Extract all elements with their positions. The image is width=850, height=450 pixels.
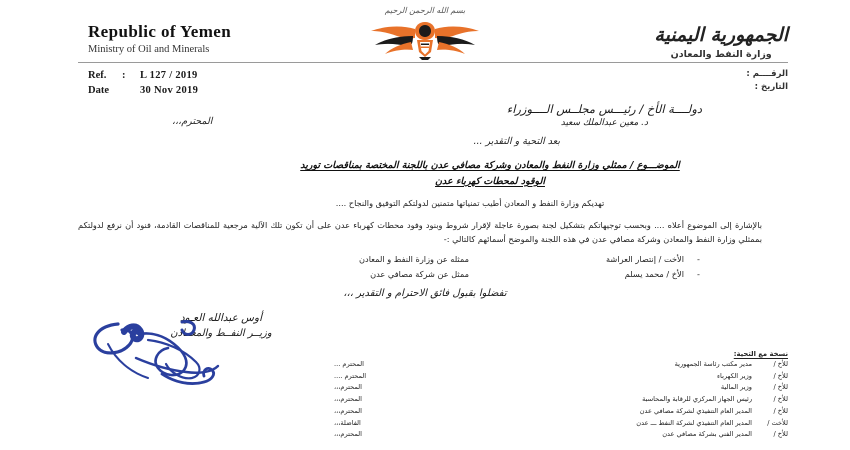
table-row [310, 382, 840, 394]
english-title: Republic of Yemen [88, 22, 232, 41]
date-row [88, 83, 198, 98]
ref-label: Ref. [88, 70, 107, 81]
basmala-text: بسم الله الرحمن الرحيم [384, 6, 466, 15]
cc-recipient-name: مدير مكتب رئاسة الجمهورية [674, 360, 752, 368]
cc-recipient-prefix: للأخت / [767, 418, 788, 427]
cc-recipient-name: وزير المالية [720, 383, 752, 392]
table-row [310, 359, 840, 371]
arabic-title: الجمهورية اليمنية [654, 24, 788, 46]
cc-recipient-prefix: للأخ / [773, 383, 788, 392]
body-main-paragraph: بالإشارة إلى الموضوع أعلاه .... وبحسب توجيهاتكم بتشكيل لجنة بصورة عاجلة لإقرار شروط وبنود وفود محطات كهرباء عدن على أن تكون تلك الآلية مرجعية للمناقصات القادمة، فنود أن نرفع لدولتكم بممثلي وزارة النفط والمعادن وشركة مصافي عدن في هذه اللجنة والموضح أسمائهم كالتالي :- [78, 220, 762, 245]
subject-line [190, 158, 790, 189]
member-name: الأخت / إنتصار العراشة [606, 254, 684, 264]
cc-recipient-name: وزير الكهرباء [716, 371, 752, 380]
member-name: الأخ / محمد يسلم [624, 269, 684, 280]
cc-honorific: المحترم،،، [334, 383, 363, 392]
cc-honorific: المحترم،،، [334, 406, 363, 415]
reference-block [88, 68, 198, 98]
cc-recipient-prefix: للأخ / [773, 360, 788, 368]
bullet-dash: - [697, 269, 700, 280]
signatory-title: وزيــر النفــط والمعــادن [170, 328, 272, 339]
signatory-name: أوس عبدالله العـود [179, 312, 262, 324]
list-item [150, 267, 700, 282]
member-role: ممثله عن وزارة النفط و المعادن [359, 254, 469, 264]
english-subtitle: Ministry of Oil and Minerals [88, 44, 210, 55]
addressee-line-1: دولــــة الأخ / رئيـــس مجلــس الــــوزراء [506, 102, 702, 116]
cc-honorific: المحترم .... [334, 371, 367, 380]
cc-recipient-name: المدير الفني بشركة مصافي عدن [662, 430, 752, 439]
cc-recipient-prefix: للأخ / [773, 406, 788, 415]
cc-recipient-name: المدير العام التنفيذي لشركة مصافي عدن [639, 406, 752, 415]
table-row [310, 371, 840, 383]
cc-recipient-name: رئيس الجهاز المركزي للرقابة والمحاسبة [642, 395, 752, 404]
bullet-dash: - [697, 254, 700, 264]
arabic-reference-block [746, 68, 788, 94]
arabic-ref-label: الرقــــم : [746, 69, 788, 79]
body-greeting-paragraph: تهديكم وزارة النفط و المعادن أطيب تمنياتها متمنين لدولتكم التوفيق والنجاح .... [335, 198, 605, 208]
header-divider [78, 62, 788, 63]
addressee-line-2: د. معين عبدالملك سعيد [560, 118, 649, 128]
salutation: بعد التحية و التقدير ... [473, 136, 560, 147]
subject-text-line-2: الوقود لمحطات كهرباء عدن [435, 175, 545, 187]
ref-value: L 127 / 2019 [140, 70, 198, 81]
respect-label: المحترم،،، [172, 116, 213, 127]
cc-recipient-prefix: للأخ / [773, 395, 788, 404]
letterhead-header [0, 0, 850, 100]
date-value: 30 Nov 2019 [140, 85, 199, 97]
distribution-title [310, 350, 840, 358]
addressee-block [507, 102, 702, 128]
distribution-list [310, 350, 840, 441]
arabic-date-label: التاريخ : [754, 82, 788, 93]
list-item [150, 252, 700, 267]
table-row [310, 406, 840, 418]
cc-recipient-prefix: للأخ / [773, 371, 788, 380]
letter-body [0, 100, 850, 450]
table-row [310, 418, 840, 430]
english-letterhead [88, 22, 231, 55]
table-row [310, 429, 840, 441]
reference-row [88, 68, 198, 83]
ref-colon: : [122, 70, 126, 81]
cc-honorific: المحترم،،، [334, 395, 363, 404]
cc-honorific: المحترم،،، [334, 430, 363, 439]
cc-honorific: الفاضلة،،، [334, 418, 361, 427]
cc-recipient-name: المدير العام التنفيذي لشركة النفط ـــ عدن [636, 418, 752, 427]
distribution-title-text: نسخة مع التحية: [733, 350, 788, 358]
yemen-eagle-emblem-icon [355, 16, 495, 62]
arabic-subtitle: وزارة النفط والمعادن [670, 49, 772, 60]
subject-text-line-1: الموضـــوع / ممثلي وزارة النفط والمعادن وشركة مصافي عدن باللجنة المختصة بمناقصات توريد [300, 160, 680, 171]
signatory [136, 312, 306, 339]
arabic-letterhead [654, 24, 788, 60]
table-row [310, 394, 840, 406]
member-role: ممثل عن شركة مصافي عدن [370, 269, 469, 280]
date-label: Date [88, 85, 109, 97]
cc-recipient-prefix: للأخ / [773, 430, 788, 439]
closing-line: تفضلوا بقبول فائق الاحترام و التقدير ،،، [343, 288, 507, 299]
cc-honorific: المحترم ... [334, 360, 365, 368]
national-emblem [340, 6, 510, 62]
committee-members-list [150, 252, 700, 282]
